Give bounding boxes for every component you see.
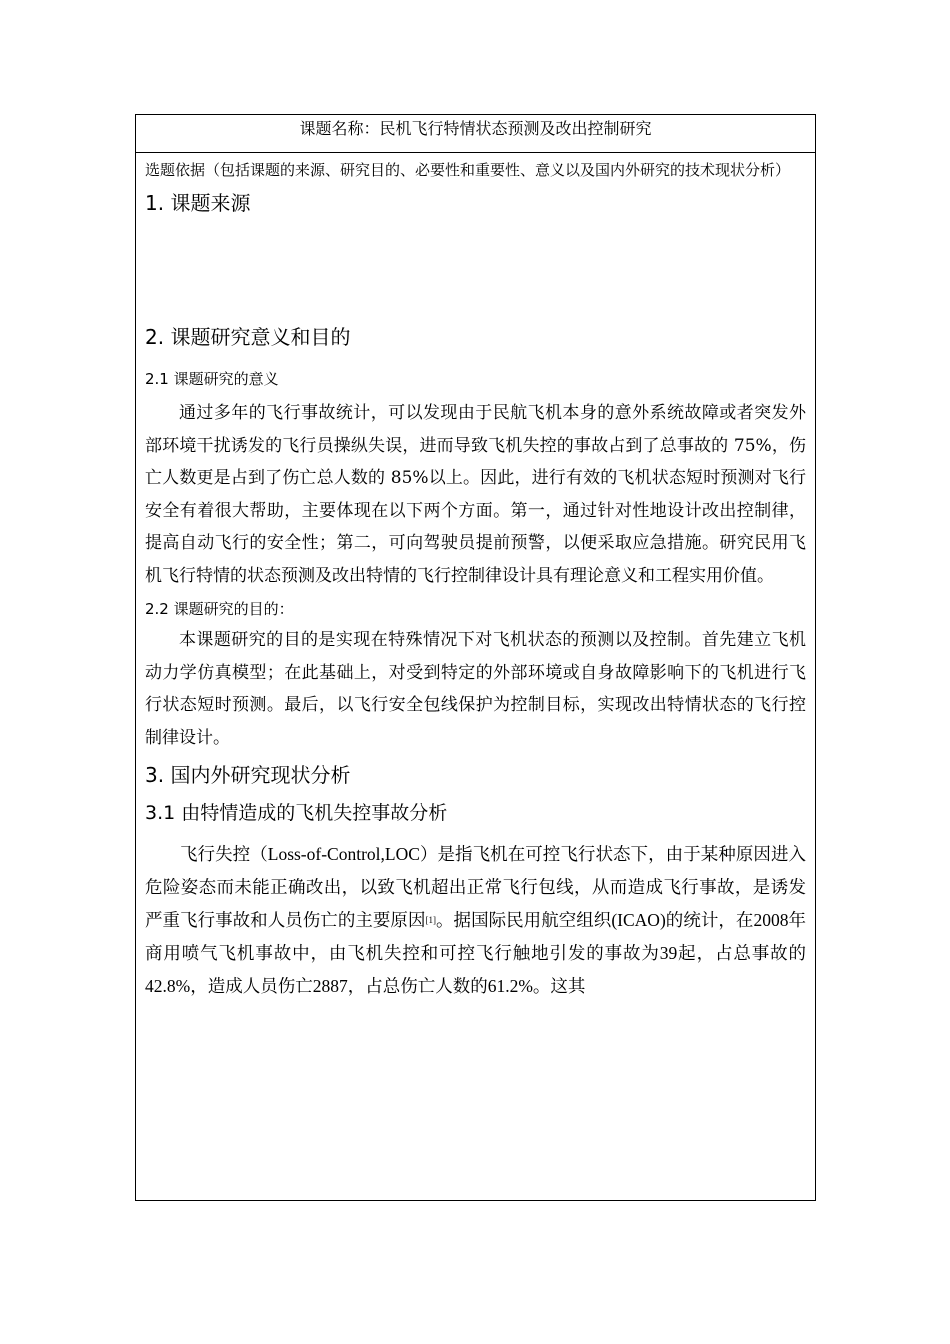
section-1-blank [145,218,806,322]
section-2-1-paragraph: 通过多年的飞行事故统计，可以发现由于民航飞机本身的意外系统故障或者突发外部环境干扰诱发的飞行员操纵失误，进而导致飞机失控的事故占到了总事故的 75%，伤亡人数更是占到了伤亡总人数的 85%以上。因此，进行有效的飞机状态短时预测对飞行安全有着很大帮助，主要体现在以下两个方面。第一，通过针对性地设计改出控制律，提高自动飞行的安全性；第二，可向驾驶员提前预警，以便采取应急措施。研究民用飞机飞行特情的状态预测及改出特情的飞行控制律设计具有理论意义和工程实用价值。 [145,403,806,586]
section-2-2-paragraph: 本课题研究的目的是实现在特殊情况下对飞机状态的预测以及控制。首先建立飞机动力学仿真模型；在此基础上，对受到特定的外部环境或自身故障影响下的飞机进行飞行状态短时预测。最后，以飞行安全包线保护为控制目标，实现改出特情状态的飞行控制律设计。 [145,630,806,748]
section-2-1-heading: 2.1 课题研究的意义 [145,370,279,388]
proposal-table [135,114,816,1201]
basis-cell [136,154,815,1003]
section-3-heading: 3. 国内外研究现状分析 [145,763,351,787]
section-3-1-text-a: 飞行失控（Loss-of-Control,LOC）是指飞机在可控飞行状态下，由于某种原因进入危险姿态而未能正确改出，以致飞机超出正常飞行包线，从而造成飞行事故，是诱发严重飞行事故和人员伤亡的主要原因 [145,844,806,930]
topic-title: 课题名称：民机飞行特情状态预测及改出控制研究 [136,115,815,153]
section-1-heading: 1. 课题来源 [145,191,251,215]
section-2-heading: 2. 课题研究意义和目的 [145,325,351,349]
section-3-1-text-b: 。据国际民用航空组织(ICAO)的统计，在2008年商用喷气飞机事故中，由飞机失控和可控飞行触地引发的事故为39起，占总事故的42.8%，造成人员伤亡2887，占总伤亡人数的61.2%。这其 [145,910,806,996]
basis-label: 选题依据（包括课题的来源、研究目的、必要性和重要性、意义以及国内外研究的技术现状分析） [145,161,791,179]
section-3-1-paragraph [145,838,806,1003]
citation-ref: [1] [425,915,436,925]
section-3-1-heading: 3.1 由特情造成的飞机失控事故分析 [145,802,448,824]
section-2-2-heading: 2.2 课题研究的目的： [145,600,294,618]
